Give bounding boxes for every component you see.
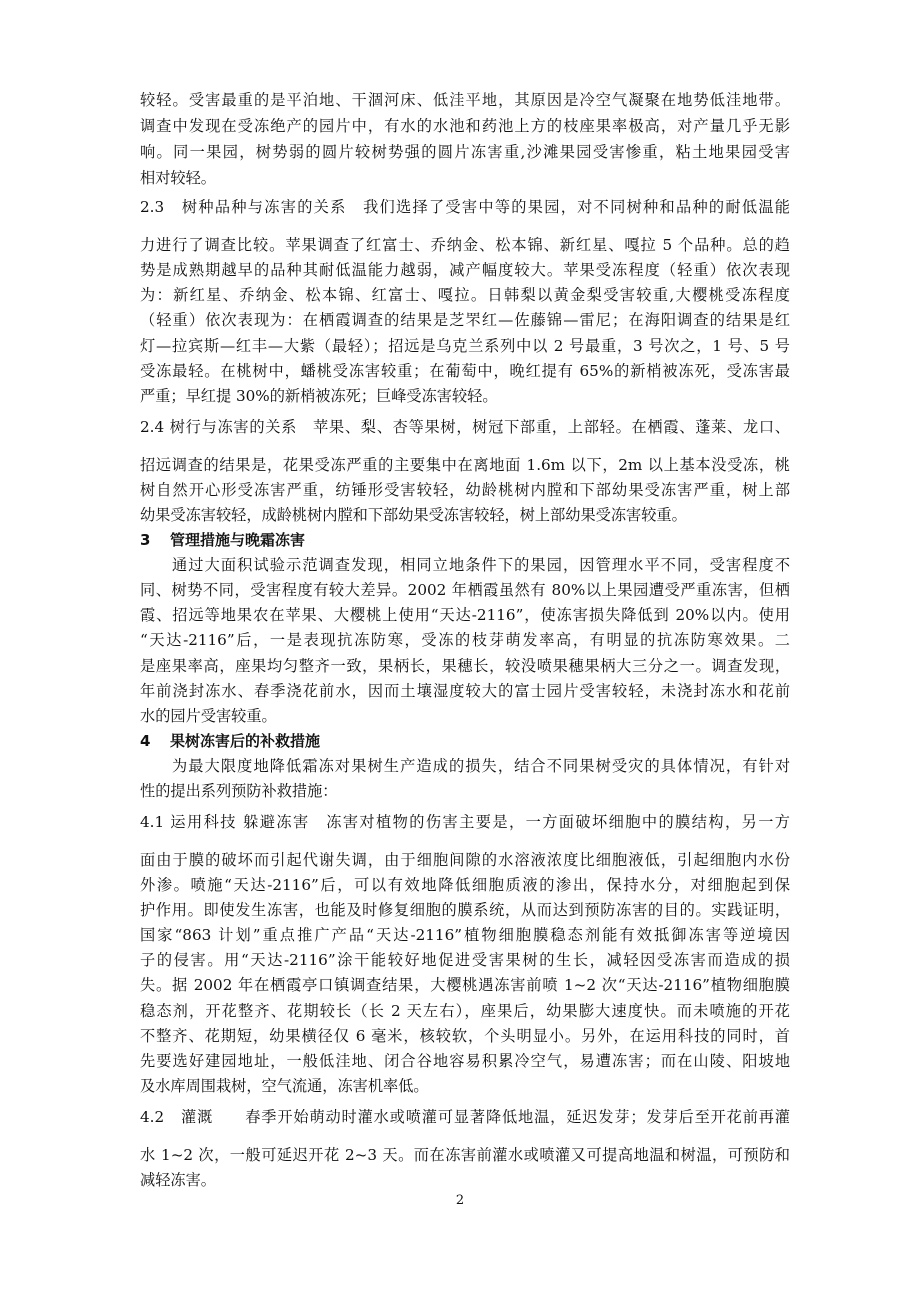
text-line: 水 1~2 次，一般可延迟开花 2~3 天。而在冻害前灌水或喷灌又可提高地温和树温，可预防和 — [140, 1146, 790, 1164]
text-line: 通过大面积试验示范调查发现，相同立地条件下的果园，因管理水平不同，受害程度不 — [172, 556, 790, 574]
text-line: 调查中发现在受冻绝产的园片中，有水的水池和药池上方的枝座果率极高，对产量几乎无影 — [140, 117, 790, 135]
text-line: 同、树势不同，受害程度有较大差异。2002 年栖霞虽然有 80%以上果园遭受严重冻害，但栖 — [140, 581, 790, 599]
text-line: 年前浇封冻水、春季浇花前水，因而土壤湿度较大的富士园片受害较轻，未浇封冻水和花前 — [140, 682, 790, 700]
text-line: 失。据 2002 年在栖霞亭口镇调查结果，大樱桃遇冻害前喷 1~2 次“天达-2116”植物细胞膜 — [140, 976, 790, 994]
section-heading — [140, 526, 790, 554]
text-line: 招远调查的结果是，花果受冻严重的主要集中在离地面 1.6m 以下，2m 以上基本没受冻，桃 — [140, 456, 790, 474]
text-line: 树自然开心形受冻害严重，纺锤形受害较轻，幼龄桃树内膛和下部幼果受冻害严重，树上部 — [140, 481, 790, 499]
text-line: 受冻最轻。在桃树中，蟠桃受冻害较重；在葡萄中，晚红提有 65%的新梢被冻死，受冻害最 — [140, 362, 790, 380]
text-line: 相对较轻。 — [140, 169, 216, 187]
text-line: 先要选好建园地址，一般低洼地、闭合谷地容易积累冷空气，易遭冻害；而在山陵、阳坡地 — [140, 1052, 790, 1070]
text-line: 力进行了调查比较。苹果调查了红富士、乔纳金、松本锦、新红星、嘎拉 5 个品种。总的趋 — [140, 236, 790, 254]
text-line: 护作用。即使发生冻害，也能及时修复细胞的膜系统，从而达到预防冻害的目的。实践证明， — [140, 901, 790, 919]
text-line: 较轻。受害最重的是平泊地、干涸河床、低洼平地，其原因是冷空气凝聚在地势低洼地带。 — [140, 91, 790, 109]
text-line: 不整齐、花期短，幼果横径仅 6 毫米，核较软，个头明显小。另外，在运用科技的同时，首 — [140, 1027, 790, 1045]
text-line: 严重；早红提 30%的新梢被冻死；巨峰受冻害较轻。 — [140, 387, 498, 405]
text-line: 稳态剂，开花整齐、花期较长（长 2 天左右），座果后，幼果膨大速度快。而未喷施的开花 — [140, 1002, 790, 1020]
section-title: 管理措施与晚霜冻害 — [170, 531, 306, 549]
section-number: 3 — [140, 531, 151, 549]
text-line: 子的侵害。用“天达-2116”涂干能较好地促进受害果树的生长，减轻因受冻害而造成的损 — [140, 951, 790, 969]
text-line: 面由于膜的破坏而引起代谢失调，由于细胞间隙的水溶液浓度比细胞液低，引起细胞内水份 — [140, 851, 790, 869]
text-line: 为：新红星、乔纳金、松本锦、红富士、嘎拉。日韩梨以黄金梨受害较重,大樱桃受冻程度 — [140, 286, 790, 304]
text-line: 外渗。喷施“天达-2116”后，可以有效地降低细胞质液的渗出，保持水分，对细胞起到保 — [140, 876, 790, 894]
text-line: 性的提出系列预防补救措施： — [140, 782, 338, 800]
text-line: 及水库周围栽树，空气流通，冻害机率低。 — [140, 1077, 429, 1095]
text-line: 减轻冻害。 — [140, 1171, 216, 1189]
text-line: 2.4 树行与冻害的关系 苹果、梨、杏等果树，树冠下部重，上部轻。在栖霞、蓬莱、龙口、 — [140, 418, 790, 436]
page-number: 2 — [455, 1193, 465, 1208]
text-line: 4.2 灌溉 春季开始萌动时灌水或喷灌可显著降低地温，延迟发芽；发芽后至开花前再灌 — [140, 1108, 790, 1126]
text-line: 幼果受冻害较轻，成龄桃树内膛和下部幼果受冻害较轻，树上部幼果受冻害较重。 — [140, 506, 687, 524]
section-heading — [140, 727, 790, 755]
section-title: 果树冻害后的补救措施 — [170, 732, 321, 750]
text-line: 水的园片受害较重。 — [140, 707, 277, 725]
text-line: 势是成熟期越早的品种其耐低温能力越弱，减产幅度较大。苹果受冻程度（轻重）依次表现 — [140, 261, 790, 279]
text-line: 灯—拉宾斯—红丰—大紫（最轻）；招远是乌克兰系列中以 2 号最重，3 号次之，1 号、5 号 — [140, 337, 790, 355]
text-line: 是座果率高，座果均匀整齐一致，果柄长，果穗长，较没喷果穗果柄大三分之一。调查发现， — [140, 657, 790, 675]
text-line: （轻重）依次表现为：在栖霞调查的结果是芝罘红—佐藤锦—雷尼；在海阳调查的结果是红 — [140, 311, 790, 329]
text-line: 国家“863 计划”重点推广产品“天达-2116”植物细胞膜稳态剂能有效抵御冻害等逆境因 — [140, 926, 790, 944]
text-line: 响。同一果园，树势弱的圆片较树势强的圆片冻害重,沙滩果园受害惨重，粘土地果园受害 — [140, 143, 790, 161]
text-line: 霞、招远等地果农在苹果、大樱桃上使用“天达-2116”，使冻害损失降低到 20%以内。使用 — [140, 606, 790, 624]
text-line: 为最大限度地降低霜冻对果树生产造成的损失，结合不同果树受灾的具体情况，有针对 — [172, 757, 790, 775]
text-line: 4.1 运用科技 躲避冻害 冻害对植物的伤害主要是，一方面破坏细胞中的膜结构，另一方 — [140, 813, 790, 831]
text-line: “天达-2116”后，一是表现抗冻防寒，受冻的枝芽萌发率高，有明显的抗冻防寒效果。二 — [140, 631, 790, 649]
section-number: 4 — [140, 732, 151, 750]
text-line: 2.3 树种品种与冻害的关系 我们选择了受害中等的果园，对不同树种和品种的耐低温能 — [140, 198, 790, 216]
